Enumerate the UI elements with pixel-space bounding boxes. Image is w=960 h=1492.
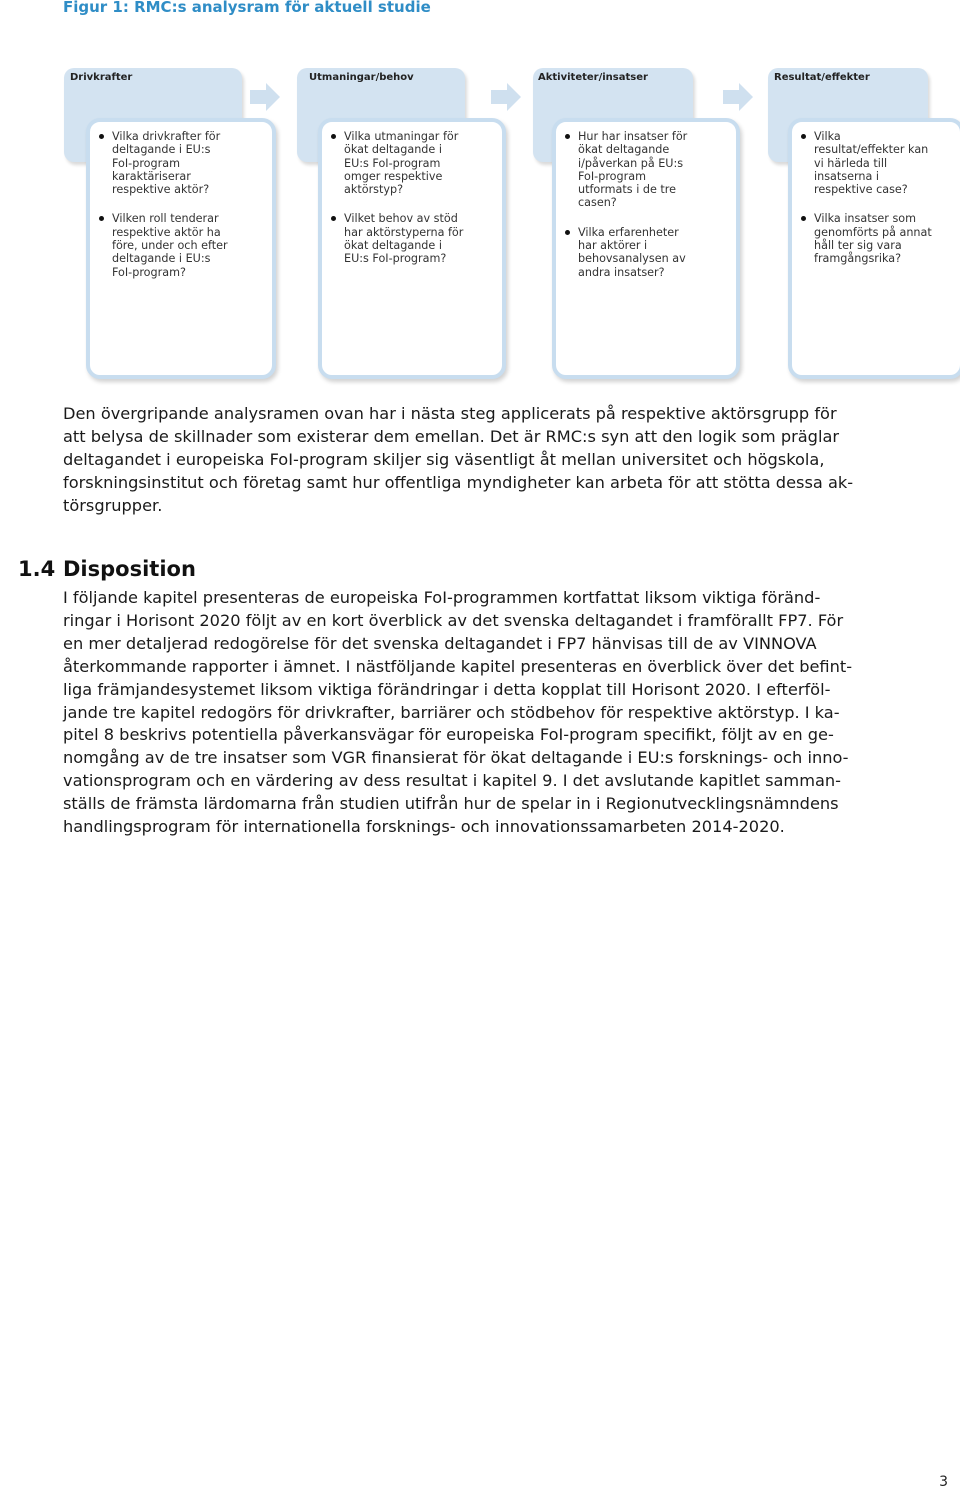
section-heading	[18, 557, 196, 581]
page-number: 3	[939, 1474, 948, 1490]
right-arrow-icon	[721, 80, 755, 114]
right-arrow-icon	[248, 80, 282, 114]
list-item: Vilka utmaningar för ökat deltagande i EU:s FoI-program omger respektive aktörstyp?	[330, 130, 496, 196]
column-card-utmaningar	[318, 118, 506, 379]
figure-title: Figur 1: RMC:s analysram för aktuell studie	[63, 0, 431, 16]
column-card-drivkrafter	[86, 118, 276, 379]
column-card-aktiviteter	[552, 118, 740, 379]
bullet-list	[564, 130, 730, 279]
column-heading-drivkrafter: Drivkrafter	[70, 72, 133, 83]
section-body-paragraph: I följande kapitel presenteras de europeiska FoI-programmen kortfattat liksom viktiga föränd- ringar i Horisont 2020 följt av en kort överblick av det svenska deltagandet i framförallt FP7. För en mer detaljerad redogörelse för det svenska deltagandet i FP7 hänvisas till de av VINNOVA återkommande rapporter i ämnet. I nästföljande kapitel presenteras en överblick över det befint- liga främjandesystemet liksom viktiga förändringar i detta kopplat till Horisont 2020. I efterföl- jande tre kapitel redogörs för drivkrafter, barriärer och stödbehov för respektive aktörstyp. I ka- pitel 8 beskrivs potentiella påverkansvägar för europeiska FoI-program specifikt, följt av en ge- nomgång av de tre insatser som VGR finansierat för ökat deltagande i EU:s forsknings- och inno- vationsprogram och en värdering av dess resultat i kapitel 9. I det avslutande kapitlet samman- ställs de främsta lärdomarna från studien utifrån hur de spelar in i Regionutvecklingsnämndens handlingsprogram för internationella forsknings- och innovationssamarbeten 2014-2020.	[63, 588, 853, 837]
bullet-list	[330, 130, 496, 266]
bullet-list	[800, 130, 956, 266]
right-arrow-icon	[489, 80, 523, 114]
column-heading-utmaningar: Utmaningar/behov	[309, 72, 414, 83]
list-item: Vilka erfarenheter har aktörer i behovsanalysen av andra insatser?	[564, 226, 730, 279]
body-paragraph: Den övergripande analysramen ovan har i nästa steg applicerats på respektive aktörsgrupp för att belysa de skillnader som existerar dem emellan. Det är RMC:s syn att den logik som präglar deltagandet i europeiska FoI-program skiljer sig väsentligt åt mellan universitet och högskola, forskningsinstitut och företag samt hur offentliga myndigheter kan arbeta för att stötta dessa ak- törsgrupper.	[63, 404, 854, 515]
list-item: Vilka drivkrafter för deltagande i EU:s FoI-program karaktäriserar respektive aktör?	[98, 130, 266, 196]
section-title: Disposition	[63, 557, 196, 581]
bullet-list	[98, 130, 266, 279]
column-heading-aktiviteter: Aktiviteter/insatser	[538, 72, 648, 83]
list-item: Hur har insatser för ökat deltagande i/påverkan på EU:s FoI-program utformats i de tre casen?	[564, 130, 730, 210]
list-item: Vilka resultat/effekter kan vi härleda till insatserna i respektive case?	[800, 130, 956, 196]
column-heading-resultat: Resultat/effekter	[774, 72, 870, 83]
list-item: Vilken roll tenderar respektive aktör ha före, under och efter deltagande i EU:s FoI-program?	[98, 212, 266, 278]
list-item: Vilka insatser som genomförts på annat håll ter sig vara framgångsrika?	[800, 212, 956, 265]
list-item: Vilket behov av stöd har aktörstyperna för ökat deltagande i EU:s FoI-program?	[330, 212, 496, 265]
analysis-framework-diagram	[0, 60, 960, 380]
section-number: 1.4	[18, 557, 56, 581]
column-card-resultat	[788, 118, 960, 379]
